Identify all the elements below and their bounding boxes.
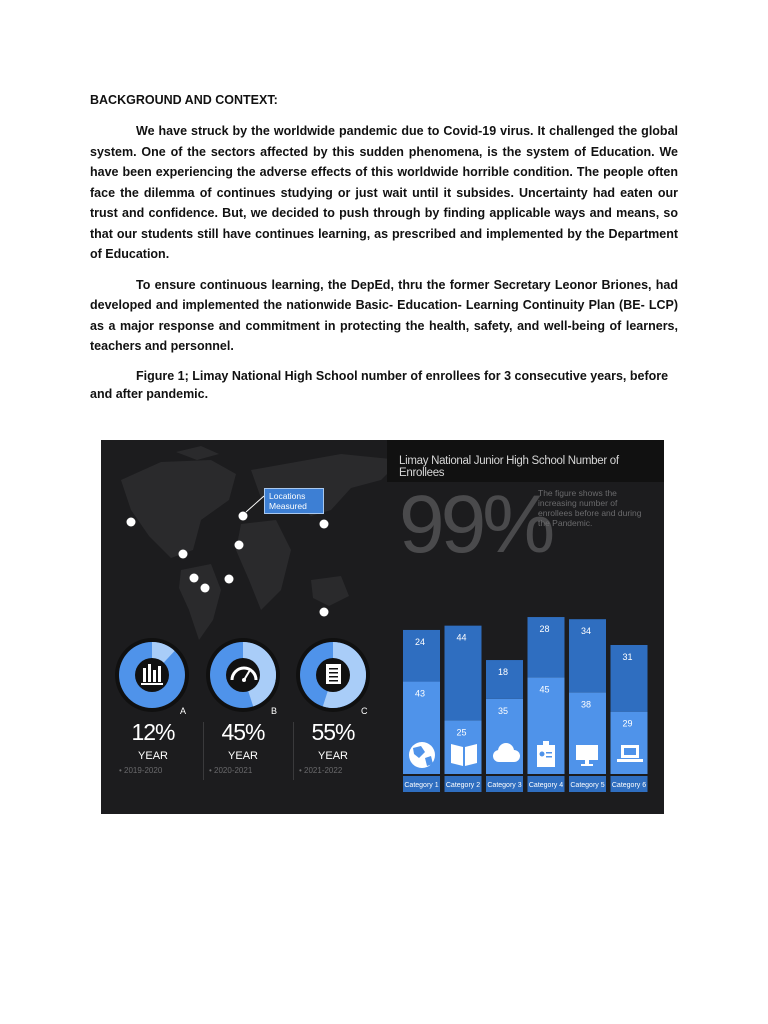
paragraph-1: We have struck by the worldwide pandemic due to Covid-19 virus. It challenged the global system. One of the sectors affected by this sudden phenomena, is the system of Education. We have been experiencing the adverse effects of this worldwide horrible condition. The people often face the dilemma of continues studying or just wait until it subsides. Uncertainty had eaten our trust and confidence. But, we decided to push through by finding applicable ways and means, so that our students still have continues learning, as prescribed and implemented by the Department of Education. [90, 124, 678, 261]
callout-line [246, 496, 264, 512]
location-dot [239, 512, 248, 521]
category-label: Category 2 [445, 782, 481, 789]
location-dot [320, 520, 329, 529]
category-label: Category 1 [404, 782, 439, 789]
world-map-icon [121, 446, 401, 640]
location-dot [201, 584, 210, 593]
infographic-figure [101, 440, 664, 814]
donut-percent-b: 45% [221, 719, 265, 745]
bar-value-label: 31 [622, 652, 633, 662]
donut-percent-c: 55% [311, 719, 355, 745]
location-dot [190, 574, 199, 583]
divider [203, 722, 204, 780]
figure-note: The figure shows the increasing number of enrollees before and during the Pandemic. [538, 488, 642, 528]
figure-caption: Figure 1; Limay National High School number of enrollees for 3 consecutive years, before and after pandemic. [90, 368, 669, 401]
location-dot [235, 541, 244, 550]
donut-letter-c: C [361, 706, 368, 716]
donut-range-c: • 2021-2022 [299, 766, 343, 775]
globe-icon [409, 742, 435, 768]
bar-value-label: 29 [622, 718, 633, 729]
divider [293, 722, 294, 780]
category-label: Category 5 [570, 782, 605, 789]
donut-range-b: • 2020-2021 [209, 766, 253, 775]
bar-value-label: 44 [456, 632, 467, 643]
category-label: Category 4 [528, 782, 564, 789]
donut-year-a: YEAR [138, 750, 168, 762]
bar-value-label: 24 [415, 636, 426, 647]
donut-year-c: YEAR [318, 750, 348, 762]
bar-segment-upper [486, 660, 523, 699]
donut-range-a: • 2019-2020 [119, 766, 163, 775]
enrollee-bar-chart [403, 617, 648, 792]
document-icon [326, 664, 341, 684]
category-label: Category 6 [611, 782, 647, 789]
section-heading: BACKGROUND AND CONTEXT: [90, 93, 278, 107]
donut-letter-b: B [271, 706, 278, 716]
donut-percent-a: 12% [131, 719, 175, 745]
category-icons [409, 741, 643, 768]
bar-value-label: 38 [581, 699, 592, 710]
figure-title: Limay National Junior High School Number of Enrollees [399, 455, 619, 479]
bar-value-label: 34 [581, 626, 592, 637]
bar-value-label: 35 [498, 705, 509, 716]
donut-center [135, 658, 169, 692]
paragraph-2: To ensure continuous learning, the DepEd, thru the former Secretary Leonor Briones, had developed and implemented the nationwide Basic- Education- Learning Continuity Plan (BE- LCP) as a major response and commitment in protecting the health, safety, and well-being of learners, teachers and personnel. [90, 277, 678, 353]
big-percent: 99% [399, 479, 552, 570]
bar-value-label: 45 [539, 684, 550, 695]
bar-value-label: 43 [415, 688, 426, 699]
bar-value-label: 18 [498, 667, 509, 678]
locations-measured-label: Locations Measured [264, 488, 324, 514]
donut-year-b: YEAR [228, 750, 258, 762]
location-dot [225, 575, 234, 584]
location-dot [179, 550, 188, 559]
donut-letter-a: A [180, 706, 187, 716]
category-label: Category 3 [487, 782, 522, 789]
bar-value-label: 25 [456, 727, 467, 738]
bar-value-label: 28 [539, 624, 550, 635]
location-dot [320, 608, 329, 617]
document-body [90, 92, 678, 403]
location-dot [127, 518, 136, 527]
